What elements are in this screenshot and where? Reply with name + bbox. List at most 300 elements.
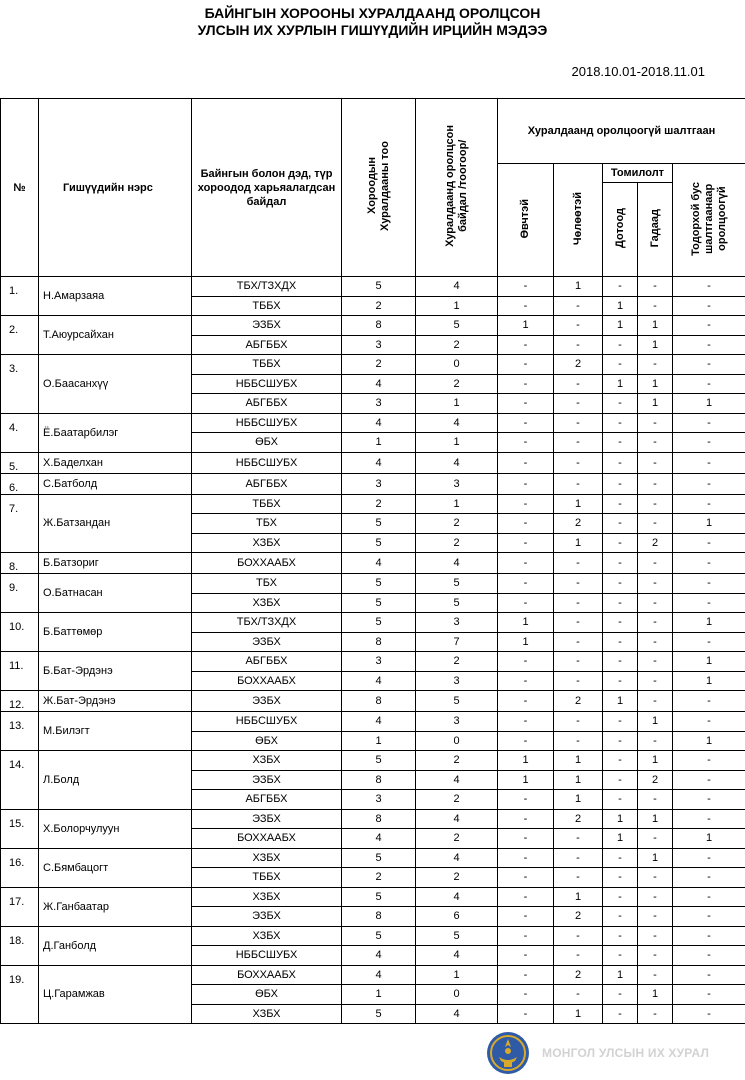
cell-meetings: 3 bbox=[342, 790, 416, 810]
cell-leave: - bbox=[554, 671, 603, 691]
member-name: Б.Баттөмөр bbox=[39, 613, 192, 652]
cell-committee: АБГББХ bbox=[192, 652, 342, 672]
cell-leave: - bbox=[554, 613, 603, 633]
cell-attended: 1 bbox=[416, 965, 498, 985]
cell-sick: - bbox=[498, 1004, 554, 1024]
cell-unexcused: - bbox=[673, 533, 745, 553]
cell-unexcused: - bbox=[673, 374, 745, 394]
member-name: Т.Аюурсайхан bbox=[39, 316, 192, 355]
cell-unexcused: 1 bbox=[673, 829, 745, 849]
cell-unexcused: - bbox=[673, 868, 745, 888]
cell-unexcused: - bbox=[673, 790, 745, 810]
cell-leave: - bbox=[554, 829, 603, 849]
member-name: О.Батнасан bbox=[39, 574, 192, 613]
cell-attended: 0 bbox=[416, 985, 498, 1005]
cell-attended: 4 bbox=[416, 553, 498, 574]
cell-internal: - bbox=[603, 887, 638, 907]
cell-attended: 4 bbox=[416, 413, 498, 433]
cell-external: 1 bbox=[638, 712, 673, 732]
cell-committee: ТБХ/ТЗХДХ bbox=[192, 277, 342, 297]
cell-attended: 4 bbox=[416, 848, 498, 868]
member-number: 16. bbox=[1, 848, 39, 887]
cell-committee: ӨБХ bbox=[192, 985, 342, 1005]
cell-leave: - bbox=[554, 868, 603, 888]
cell-internal: - bbox=[603, 277, 638, 297]
member-name: Ж.Ганбаатар bbox=[39, 887, 192, 926]
cell-meetings: 5 bbox=[342, 887, 416, 907]
cell-external: - bbox=[638, 452, 673, 473]
cell-external: 1 bbox=[638, 394, 673, 414]
cell-external: - bbox=[638, 691, 673, 712]
cell-external: 2 bbox=[638, 533, 673, 553]
member-number: 2. bbox=[1, 316, 39, 355]
cell-leave: - bbox=[554, 316, 603, 336]
table-row bbox=[1, 848, 745, 868]
cell-sick: - bbox=[498, 790, 554, 810]
cell-meetings: 5 bbox=[342, 277, 416, 297]
cell-unexcused: - bbox=[673, 553, 745, 574]
cell-external: 1 bbox=[638, 809, 673, 829]
cell-unexcused: 1 bbox=[673, 394, 745, 414]
cell-sick: 1 bbox=[498, 751, 554, 771]
table-row bbox=[1, 751, 745, 771]
cell-internal: - bbox=[603, 652, 638, 672]
cell-attended: 2 bbox=[416, 374, 498, 394]
cell-committee: НББСШУБХ bbox=[192, 413, 342, 433]
member-name: Л.Болд bbox=[39, 751, 192, 810]
cell-internal: - bbox=[603, 613, 638, 633]
attendance-table bbox=[0, 98, 745, 1024]
cell-sick: - bbox=[498, 433, 554, 453]
member-number: 4. bbox=[1, 413, 39, 452]
cell-sick: - bbox=[498, 374, 554, 394]
table-row bbox=[1, 316, 745, 336]
cell-sick: - bbox=[498, 514, 554, 534]
cell-sick: - bbox=[498, 907, 554, 927]
cell-sick: 1 bbox=[498, 316, 554, 336]
cell-attended: 2 bbox=[416, 790, 498, 810]
member-name: Б.Батзориг bbox=[39, 553, 192, 574]
cell-unexcused: - bbox=[673, 887, 745, 907]
cell-internal: - bbox=[603, 671, 638, 691]
header-unexcused-line-2: шалтгаанаар bbox=[702, 183, 715, 254]
cell-external: - bbox=[638, 355, 673, 375]
cell-attended: 2 bbox=[416, 829, 498, 849]
cell-internal: - bbox=[603, 1004, 638, 1024]
cell-attended: 1 bbox=[416, 394, 498, 414]
cell-meetings: 5 bbox=[342, 613, 416, 633]
cell-internal: 1 bbox=[603, 296, 638, 316]
member-name: Ц.Гарамжав bbox=[39, 965, 192, 1024]
cell-meetings: 2 bbox=[342, 355, 416, 375]
header-meeting-count-line-2: Хуралдааны тоо bbox=[378, 141, 391, 231]
cell-leave: - bbox=[554, 731, 603, 751]
cell-committee: ХЗБХ bbox=[192, 751, 342, 771]
member-number: 12. bbox=[1, 691, 39, 712]
cell-committee: ТББХ bbox=[192, 494, 342, 514]
cell-leave: - bbox=[554, 374, 603, 394]
cell-meetings: 2 bbox=[342, 868, 416, 888]
member-name: О.Баасанхүү bbox=[39, 355, 192, 414]
state-emblem-icon bbox=[486, 1031, 530, 1075]
cell-leave: 2 bbox=[554, 355, 603, 375]
cell-external: - bbox=[638, 652, 673, 672]
cell-internal: - bbox=[603, 632, 638, 652]
cell-meetings: 2 bbox=[342, 296, 416, 316]
cell-leave: 2 bbox=[554, 965, 603, 985]
cell-sick: - bbox=[498, 452, 554, 473]
cell-meetings: 1 bbox=[342, 731, 416, 751]
cell-external: - bbox=[638, 494, 673, 514]
header-leave: Чөлөөтэй bbox=[554, 164, 603, 277]
cell-sick: - bbox=[498, 473, 554, 494]
table-row bbox=[1, 965, 745, 985]
cell-committee: БОХХААБХ bbox=[192, 553, 342, 574]
cell-meetings: 5 bbox=[342, 848, 416, 868]
cell-external: - bbox=[638, 946, 673, 966]
cell-meetings: 5 bbox=[342, 926, 416, 946]
cell-sick: - bbox=[498, 533, 554, 553]
cell-internal: - bbox=[603, 574, 638, 594]
table-row bbox=[1, 691, 745, 712]
cell-sick: - bbox=[498, 335, 554, 355]
cell-committee: ЭЗБХ bbox=[192, 809, 342, 829]
header-unexcused bbox=[673, 164, 745, 277]
member-number: 17. bbox=[1, 887, 39, 926]
cell-committee: БОХХААБХ bbox=[192, 829, 342, 849]
cell-committee: ЭЗБХ bbox=[192, 691, 342, 712]
cell-internal: - bbox=[603, 394, 638, 414]
cell-unexcused: - bbox=[673, 691, 745, 712]
cell-external: - bbox=[638, 731, 673, 751]
member-name: С.Бямбацогт bbox=[39, 848, 192, 887]
cell-internal: - bbox=[603, 593, 638, 613]
cell-sick: - bbox=[498, 965, 554, 985]
cell-external: - bbox=[638, 790, 673, 810]
cell-committee: НББСШУБХ bbox=[192, 452, 342, 473]
cell-leave: - bbox=[554, 394, 603, 414]
cell-unexcused: - bbox=[673, 770, 745, 790]
cell-internal: - bbox=[603, 355, 638, 375]
cell-leave: - bbox=[554, 848, 603, 868]
cell-committee: ӨБХ bbox=[192, 433, 342, 453]
header-meeting-count-line-1: Хороодын bbox=[365, 157, 378, 215]
cell-sick: - bbox=[498, 887, 554, 907]
cell-leave: - bbox=[554, 335, 603, 355]
cell-attended: 5 bbox=[416, 926, 498, 946]
header-number: № bbox=[1, 99, 39, 277]
table-row bbox=[1, 574, 745, 594]
cell-internal: - bbox=[603, 494, 638, 514]
cell-committee: ТББХ bbox=[192, 355, 342, 375]
header-trip-internal: Дотоод bbox=[603, 183, 638, 277]
cell-sick: - bbox=[498, 926, 554, 946]
member-name: Ё.Баатарбилэг bbox=[39, 413, 192, 452]
cell-leave: - bbox=[554, 712, 603, 732]
cell-unexcused: 1 bbox=[673, 514, 745, 534]
cell-attended: 4 bbox=[416, 809, 498, 829]
cell-unexcused: - bbox=[673, 593, 745, 613]
member-number: 11. bbox=[1, 652, 39, 691]
cell-unexcused: 1 bbox=[673, 613, 745, 633]
cell-leave: 1 bbox=[554, 770, 603, 790]
cell-meetings: 1 bbox=[342, 433, 416, 453]
cell-sick: - bbox=[498, 413, 554, 433]
cell-meetings: 5 bbox=[342, 533, 416, 553]
cell-unexcused: - bbox=[673, 574, 745, 594]
cell-unexcused: - bbox=[673, 473, 745, 494]
cell-external: - bbox=[638, 277, 673, 297]
cell-attended: 5 bbox=[416, 691, 498, 712]
header-absence-reasons: Хуралдаанд оролцоогүй шалтгаан bbox=[498, 99, 745, 164]
member-name: Н.Амарзаяа bbox=[39, 277, 192, 316]
cell-sick: - bbox=[498, 985, 554, 1005]
cell-internal: - bbox=[603, 907, 638, 927]
cell-attended: 4 bbox=[416, 770, 498, 790]
member-number: 18. bbox=[1, 926, 39, 965]
cell-sick: - bbox=[498, 868, 554, 888]
member-number: 5. bbox=[1, 452, 39, 473]
cell-leave: - bbox=[554, 574, 603, 594]
cell-committee: ЭЗБХ bbox=[192, 316, 342, 336]
cell-committee: ТББХ bbox=[192, 296, 342, 316]
cell-meetings: 5 bbox=[342, 574, 416, 594]
cell-attended: 1 bbox=[416, 296, 498, 316]
table-row bbox=[1, 494, 745, 514]
table-row bbox=[1, 553, 745, 574]
cell-unexcused: - bbox=[673, 494, 745, 514]
table-row bbox=[1, 809, 745, 829]
table-row bbox=[1, 452, 745, 473]
cell-sick: - bbox=[498, 394, 554, 414]
cell-unexcused: - bbox=[673, 632, 745, 652]
cell-attended: 5 bbox=[416, 574, 498, 594]
cell-attended: 3 bbox=[416, 473, 498, 494]
cell-external: - bbox=[638, 1004, 673, 1024]
cell-committee: ЭЗБХ bbox=[192, 907, 342, 927]
member-name: Б.Бат-Эрдэнэ bbox=[39, 652, 192, 691]
cell-unexcused: - bbox=[673, 907, 745, 927]
member-name: Ж.Бат-Эрдэнэ bbox=[39, 691, 192, 712]
cell-unexcused: 1 bbox=[673, 731, 745, 751]
cell-meetings: 8 bbox=[342, 632, 416, 652]
cell-leave: 1 bbox=[554, 494, 603, 514]
cell-committee: НББСШУБХ bbox=[192, 374, 342, 394]
cell-unexcused: - bbox=[673, 277, 745, 297]
cell-external: - bbox=[638, 632, 673, 652]
cell-committee: НББСШУБХ bbox=[192, 946, 342, 966]
cell-external: 1 bbox=[638, 316, 673, 336]
cell-attended: 1 bbox=[416, 494, 498, 514]
cell-external: 1 bbox=[638, 985, 673, 1005]
cell-attended: 2 bbox=[416, 868, 498, 888]
cell-meetings: 4 bbox=[342, 946, 416, 966]
cell-attended: 3 bbox=[416, 671, 498, 691]
report-title-line-1: БАЙНГЫН ХОРООНЫ ХУРАЛДААНД ОРОЛЦСОН bbox=[204, 5, 541, 21]
cell-meetings: 4 bbox=[342, 712, 416, 732]
cell-sick: - bbox=[498, 494, 554, 514]
member-number: 14. bbox=[1, 751, 39, 810]
cell-meetings: 5 bbox=[342, 593, 416, 613]
cell-committee: АБГББХ bbox=[192, 790, 342, 810]
cell-committee: ТББХ bbox=[192, 868, 342, 888]
header-business-trip: Томилолт bbox=[603, 164, 673, 183]
cell-leave: - bbox=[554, 452, 603, 473]
cell-committee: ХЗБХ bbox=[192, 926, 342, 946]
cell-attended: 0 bbox=[416, 355, 498, 375]
cell-attended: 5 bbox=[416, 593, 498, 613]
member-number: 8. bbox=[1, 553, 39, 574]
header-unexcused-line-1: Тодорхой бус bbox=[689, 181, 702, 256]
cell-sick: 1 bbox=[498, 613, 554, 633]
member-number: 13. bbox=[1, 712, 39, 751]
cell-unexcused: - bbox=[673, 965, 745, 985]
cell-attended: 4 bbox=[416, 452, 498, 473]
report-title-line-2: УЛСЫН ИХ ХУРЛЫН ГИШҮҮДИЙН ИРЦИЙН МЭДЭЭ bbox=[197, 22, 548, 38]
cell-internal: - bbox=[603, 335, 638, 355]
cell-external: 1 bbox=[638, 374, 673, 394]
cell-internal: - bbox=[603, 413, 638, 433]
cell-committee: ТБХ/ТЗХДХ bbox=[192, 613, 342, 633]
cell-unexcused: - bbox=[673, 335, 745, 355]
cell-internal: - bbox=[603, 712, 638, 732]
cell-external: - bbox=[638, 926, 673, 946]
cell-meetings: 4 bbox=[342, 553, 416, 574]
cell-meetings: 5 bbox=[342, 514, 416, 534]
cell-external: - bbox=[638, 671, 673, 691]
cell-sick: - bbox=[498, 296, 554, 316]
member-number: 9. bbox=[1, 574, 39, 613]
cell-external: - bbox=[638, 868, 673, 888]
cell-committee: АБГББХ bbox=[192, 394, 342, 414]
table-row bbox=[1, 473, 745, 494]
cell-internal: - bbox=[603, 473, 638, 494]
cell-sick: - bbox=[498, 712, 554, 732]
cell-internal: - bbox=[603, 514, 638, 534]
member-number: 1. bbox=[1, 277, 39, 316]
member-number: 10. bbox=[1, 613, 39, 652]
table-row bbox=[1, 887, 745, 907]
cell-unexcused: - bbox=[673, 712, 745, 732]
cell-unexcused: - bbox=[673, 946, 745, 966]
cell-internal: 1 bbox=[603, 809, 638, 829]
cell-unexcused: - bbox=[673, 926, 745, 946]
cell-meetings: 8 bbox=[342, 907, 416, 927]
member-name: Ж.Батзандан bbox=[39, 494, 192, 553]
cell-sick: - bbox=[498, 848, 554, 868]
header-meeting-count bbox=[342, 99, 416, 277]
member-number: 7. bbox=[1, 494, 39, 553]
cell-external: 1 bbox=[638, 751, 673, 771]
cell-external: - bbox=[638, 514, 673, 534]
cell-attended: 3 bbox=[416, 613, 498, 633]
cell-internal: 1 bbox=[603, 965, 638, 985]
header-attended-line-1: Хуралдаанд оролцсон bbox=[443, 125, 456, 247]
cell-committee: ЭЗБХ bbox=[192, 770, 342, 790]
cell-external: - bbox=[638, 574, 673, 594]
member-number: 6. bbox=[1, 473, 39, 494]
cell-sick: - bbox=[498, 277, 554, 297]
cell-internal: - bbox=[603, 533, 638, 553]
cell-attended: 2 bbox=[416, 652, 498, 672]
cell-external: - bbox=[638, 473, 673, 494]
cell-meetings: 3 bbox=[342, 335, 416, 355]
cell-leave: - bbox=[554, 632, 603, 652]
cell-sick: - bbox=[498, 731, 554, 751]
cell-internal: - bbox=[603, 848, 638, 868]
cell-attended: 4 bbox=[416, 946, 498, 966]
cell-sick: - bbox=[498, 652, 554, 672]
member-name: С.Батболд bbox=[39, 473, 192, 494]
cell-external: - bbox=[638, 965, 673, 985]
cell-sick: - bbox=[498, 355, 554, 375]
cell-external: 1 bbox=[638, 848, 673, 868]
cell-leave: 1 bbox=[554, 751, 603, 771]
cell-committee: ХЗБХ bbox=[192, 533, 342, 553]
parliament-watermark: МОНГОЛ УЛСЫН ИХ ХУРАЛ bbox=[542, 1046, 710, 1060]
header-sick: Өвчтэй bbox=[498, 164, 554, 277]
cell-sick: - bbox=[498, 809, 554, 829]
cell-unexcused: - bbox=[673, 848, 745, 868]
cell-unexcused: 1 bbox=[673, 652, 745, 672]
cell-leave: - bbox=[554, 985, 603, 1005]
cell-meetings: 4 bbox=[342, 829, 416, 849]
header-attended-line-2: байдал /тоогоор/ bbox=[456, 139, 469, 233]
cell-leave: 1 bbox=[554, 790, 603, 810]
cell-leave: 2 bbox=[554, 514, 603, 534]
cell-internal: - bbox=[603, 770, 638, 790]
cell-meetings: 4 bbox=[342, 965, 416, 985]
table-row bbox=[1, 926, 745, 946]
member-name: М.Билэгт bbox=[39, 712, 192, 751]
cell-internal: - bbox=[603, 790, 638, 810]
cell-unexcused: - bbox=[673, 452, 745, 473]
cell-meetings: 4 bbox=[342, 452, 416, 473]
cell-unexcused: - bbox=[673, 1004, 745, 1024]
cell-internal: - bbox=[603, 868, 638, 888]
cell-unexcused: - bbox=[673, 809, 745, 829]
cell-committee: ТБХ bbox=[192, 514, 342, 534]
cell-committee: АБГББХ bbox=[192, 473, 342, 494]
cell-committee: АБГББХ bbox=[192, 335, 342, 355]
member-number: 15. bbox=[1, 809, 39, 848]
cell-leave: 2 bbox=[554, 809, 603, 829]
cell-committee: ӨБХ bbox=[192, 731, 342, 751]
cell-sick: - bbox=[498, 829, 554, 849]
cell-external: - bbox=[638, 613, 673, 633]
cell-sick: - bbox=[498, 671, 554, 691]
member-name: Х.Баделхан bbox=[39, 452, 192, 473]
cell-sick: - bbox=[498, 553, 554, 574]
cell-committee: ХЗБХ bbox=[192, 593, 342, 613]
cell-attended: 4 bbox=[416, 277, 498, 297]
cell-meetings: 3 bbox=[342, 394, 416, 414]
cell-leave: 1 bbox=[554, 887, 603, 907]
cell-leave: - bbox=[554, 433, 603, 453]
cell-meetings: 3 bbox=[342, 473, 416, 494]
table-row bbox=[1, 413, 745, 433]
cell-leave: - bbox=[554, 553, 603, 574]
table-row bbox=[1, 355, 745, 375]
cell-internal: 1 bbox=[603, 374, 638, 394]
cell-committee: ЭЗБХ bbox=[192, 632, 342, 652]
cell-attended: 2 bbox=[416, 751, 498, 771]
header-member-name: Гишүүдийн нэрс bbox=[39, 99, 192, 277]
cell-external: - bbox=[638, 553, 673, 574]
cell-internal: 1 bbox=[603, 316, 638, 336]
cell-external: - bbox=[638, 296, 673, 316]
cell-unexcused: - bbox=[673, 433, 745, 453]
